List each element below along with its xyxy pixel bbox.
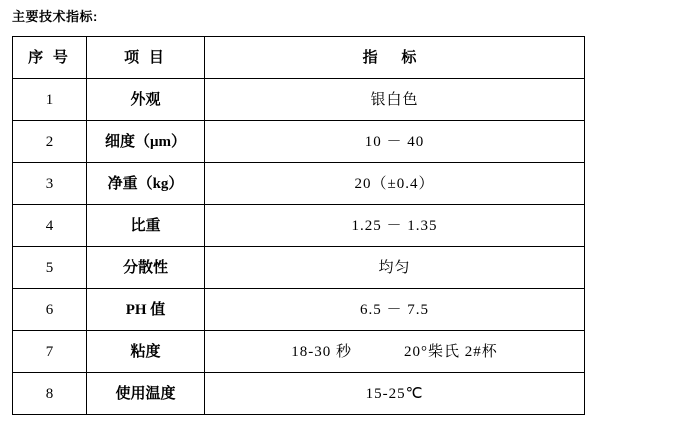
cell-no: 2 [13,121,87,163]
cell-item: 比重 [87,205,205,247]
column-header-value: 指 标 [205,37,585,79]
cell-no: 4 [13,205,87,247]
cell-item: PH 值 [87,289,205,331]
table-row [13,79,585,121]
table-row [13,247,585,289]
page-title: 主要技术指标: [12,9,98,24]
technical-specs-table [12,36,585,415]
cell-value: 6.5 － 7.5 [205,289,585,331]
cell-no: 1 [13,79,87,121]
table-row [13,289,585,331]
cell-value-primary: 18-30 秒 [291,343,352,360]
table-row [13,163,585,205]
cell-value: 10 － 40 [205,121,585,163]
cell-value: 15-25℃ [205,373,585,415]
cell-item: 粘度 [87,331,205,373]
cell-no: 7 [13,331,87,373]
cell-item: 外观 [87,79,205,121]
cell-no: 8 [13,373,87,415]
cell-value: 银白色 [205,79,585,121]
table-row [13,373,585,415]
cell-value-composite [205,331,585,373]
cell-value: 20（±0.4） [205,163,585,205]
cell-value-secondary: 20°柴氏 2#杯 [404,343,498,360]
cell-no: 5 [13,247,87,289]
cell-item: 使用温度 [87,373,205,415]
cell-item: 净重（kg） [87,163,205,205]
column-header-no: 序 号 [13,37,87,79]
table-header-row [13,37,585,79]
table-row [13,121,585,163]
cell-item: 细度（μm） [87,121,205,163]
cell-value: 1.25 － 1.35 [205,205,585,247]
cell-value: 均匀 [205,247,585,289]
table-row [13,205,585,247]
cell-no: 6 [13,289,87,331]
cell-item: 分散性 [87,247,205,289]
table-row [13,331,585,373]
cell-no: 3 [13,163,87,205]
column-header-item: 项 目 [87,37,205,79]
